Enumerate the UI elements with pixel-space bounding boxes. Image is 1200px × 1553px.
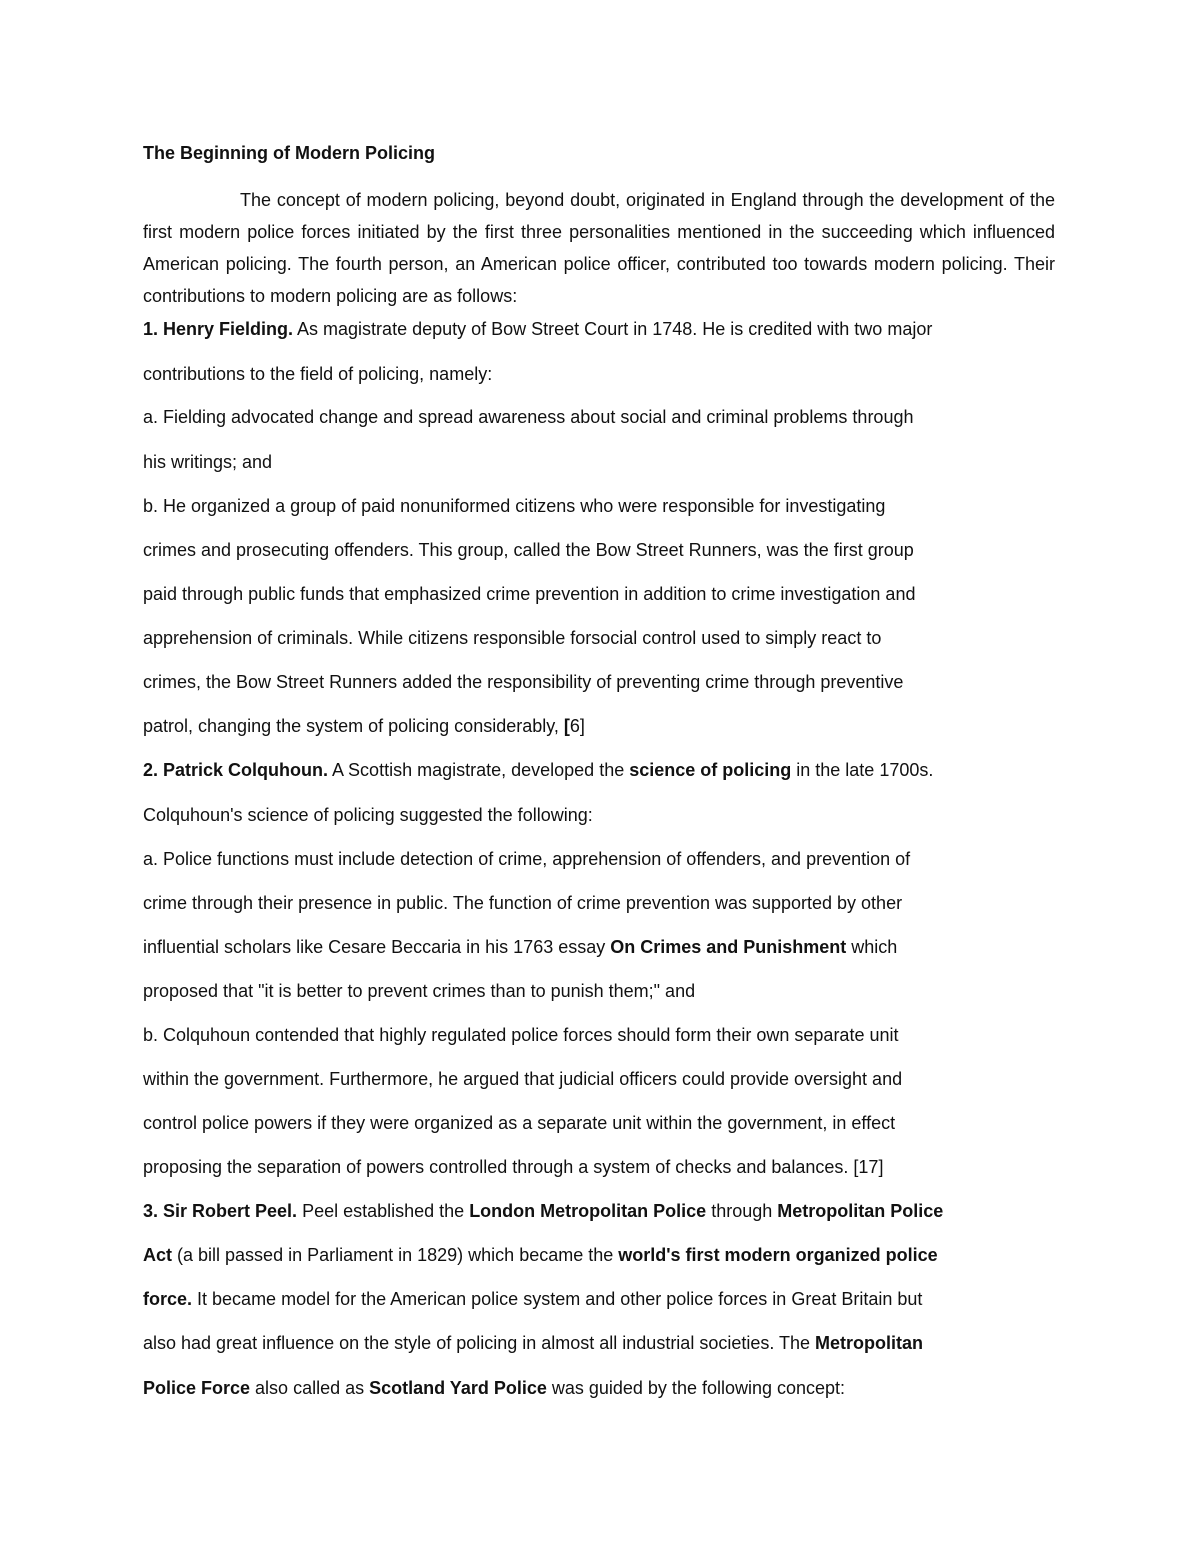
text-line: [143, 1243, 938, 1267]
text-line: [143, 1111, 895, 1135]
bold-text-segment: science of policing: [629, 760, 792, 780]
text-line: [143, 626, 881, 650]
text-line: [143, 1331, 923, 1355]
text-segment: paid through public funds that emphasized crime prevention in addition to crime investigation and: [143, 584, 916, 604]
text-segment: contributions to the field of policing, namely:: [143, 364, 493, 384]
bold-text-segment: London Metropolitan Police: [469, 1201, 707, 1221]
text-segment: b. He organized a group of paid nonuniformed citizens who were responsible for investigating: [143, 496, 886, 516]
text-line: [143, 979, 695, 1003]
text-segment: a. Fielding advocated change and spread awareness about social and criminal problems through: [143, 407, 914, 427]
text-segment: proposed that "it is better to prevent crimes than to punish them;" and: [143, 981, 696, 1001]
text-segment: (a bill passed in Parliament in 1829) which became the: [172, 1245, 619, 1265]
text-segment: a. Police functions must include detection of crime, apprehension of offenders, and prevention of: [143, 849, 911, 869]
text-line: [143, 891, 902, 915]
text-segment: his writings; and: [143, 452, 273, 472]
text-segment: Colquhoun's science of policing suggested the following:: [143, 805, 593, 825]
bold-text-segment: Act: [143, 1245, 173, 1265]
text-line: [143, 1023, 898, 1047]
text-line: [143, 582, 915, 606]
text-segment: apprehension of criminals. While citizens responsible forsocial control used to simply react to: [143, 628, 882, 648]
text-line: [143, 317, 932, 341]
text-segment: Peel established the: [297, 1201, 470, 1221]
text-segment: A Scottish magistrate, developed the: [328, 760, 630, 780]
text-line: [143, 538, 914, 562]
bold-text-segment: On Crimes and Punishment: [610, 937, 847, 957]
text-segment: crime through their presence in public. The function of crime prevention was supported by other: [143, 893, 903, 913]
text-line: [143, 405, 913, 429]
text-line: [143, 714, 585, 738]
text-segment: within the government. Furthermore, he argued that judicial officers could provide oversight and: [143, 1069, 903, 1089]
text-line: [143, 494, 885, 518]
text-segment: 6]: [569, 716, 585, 736]
bold-text-segment: Scotland Yard Police: [369, 1378, 547, 1398]
text-line: [143, 1199, 943, 1223]
bold-text-segment: 2. Patrick Colquhoun.: [143, 760, 329, 780]
text-segment: in the late 1700s.: [791, 760, 934, 780]
bold-text-segment: Metropolitan: [815, 1333, 924, 1353]
bold-text-segment: Metropolitan Police: [777, 1201, 944, 1221]
text-line: [143, 1287, 922, 1311]
text-segment: also called as: [250, 1378, 370, 1398]
text-segment: As magistrate deputy of Bow Street Court in 1748. He is credited with two major: [293, 319, 933, 339]
bold-text-segment: 3. Sir Robert Peel.: [143, 1201, 298, 1221]
text-line: [143, 1376, 845, 1400]
text-line: [143, 1067, 902, 1091]
text-segment: through: [706, 1201, 778, 1221]
text-segment: influential scholars like Cesare Beccaria in his 1763 essay: [143, 937, 611, 957]
text-segment: also had great influence on the style of policing in almost all industrial societies. The: [143, 1333, 816, 1353]
text-segment: crimes and prosecuting offenders. This group, called the Bow Street Runners, was the first group: [143, 540, 914, 560]
text-segment: proposing the separation of powers controlled through a system of checks and balances. [17]: [143, 1157, 884, 1177]
document-title: The Beginning of Modern Policing: [143, 143, 435, 163]
bold-text-segment: world's first modern organized police: [618, 1245, 938, 1265]
text-segment: patrol, changing the system of policing considerably,: [143, 716, 564, 736]
bold-text-segment: Police Force: [143, 1378, 251, 1398]
text-line: [143, 450, 272, 474]
text-segment: was guided by the following concept:: [546, 1378, 846, 1398]
bold-text-segment: force.: [143, 1289, 193, 1309]
text-segment: control police powers if they were organized as a separate unit within the government, in effect: [143, 1113, 896, 1133]
bold-text-segment: 1. Henry Fielding.: [143, 319, 294, 339]
text-line: [143, 1155, 883, 1179]
text-segment: which: [846, 937, 898, 957]
bold-text-segment: [: [563, 716, 570, 736]
text-line: [143, 670, 903, 694]
text-line: [143, 935, 897, 959]
intro-paragraph: The concept of modern policing, beyond doubt, originated in England through the development of the first modern police forces initiated by the first three personalities mentioned in the succeeding which influenced American policing. The fourth person, an American police officer, contributed too towards modern policing. Their contributions to modern policing are as follows:: [143, 190, 1055, 306]
text-line: [143, 362, 492, 386]
text-line: [143, 847, 910, 871]
text-segment: b. Colquhoun contended that highly regulated police forces should form their own separate unit: [143, 1025, 899, 1045]
text-line: [143, 758, 933, 782]
text-segment: It became model for the American police system and other police forces in Great Britain but: [192, 1289, 923, 1309]
text-line: [143, 803, 593, 827]
text-segment: crimes, the Bow Street Runners added the responsibility of preventing crime through preventive: [143, 672, 904, 692]
